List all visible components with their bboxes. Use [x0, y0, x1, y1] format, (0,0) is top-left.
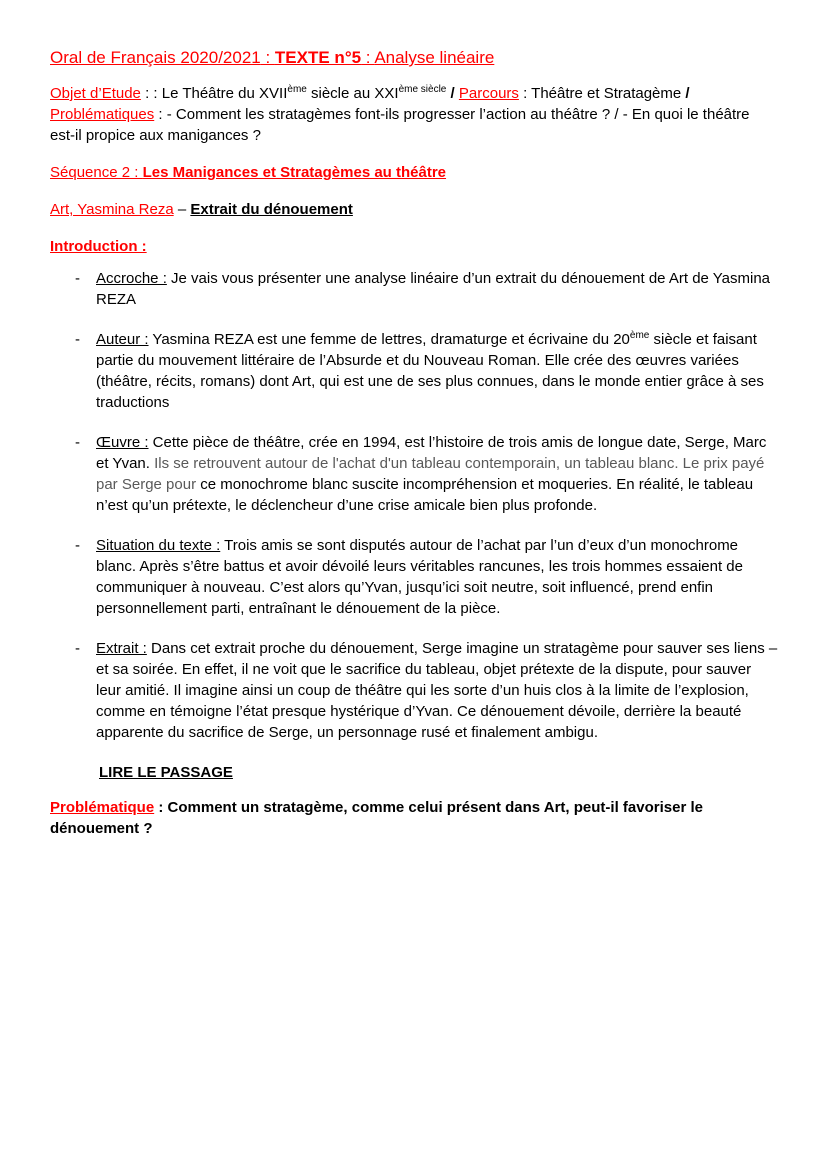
slash-separator-1: / [446, 85, 459, 102]
accroche-paragraph [96, 268, 778, 310]
bullet-dash: - [75, 640, 80, 657]
extrait-text: Dans cet extrait proche du dénouement, Serge imagine un stratagème pour sauver ses liens – et sa soirée. En effet, il ne voit que le sacrifice du tableau, objet prétexte de la dispute, pour sauver leur amitié. Il imagine ainsi un coup de théâtre qui les sorte d’un huis clos à la limite de l’explosion, comme en témoigne l’état presque hystérique d’Yvan. Ce dénouement dévoile, derrière la beauté apparente du sacrifice de Serge, un personnage rusé et finalement ambigu. [96, 640, 778, 741]
title-kind: Analyse linéaire [374, 48, 495, 67]
lire-le-passage-text: LIRE LE PASSAGE [99, 764, 233, 781]
auteur-paragraph [96, 329, 778, 413]
parcours-label: Parcours [458, 85, 519, 102]
lire-le-passage-note [99, 762, 778, 783]
list-item-oeuvre [75, 432, 778, 516]
work-dash: – [173, 201, 191, 218]
work-author: Art, Yasmina Reza [50, 201, 174, 218]
problematique-final-line [50, 797, 778, 839]
auteur-text-2: siècle et faisant partie du mouvement littéraire de l’Absurde et du Nouveau Roman. Elle crée des œuvres variées (théâtre, récits, romans) dont Art, qui est une de ses plus connues, dans le monde entier grâce à ses traductions [96, 331, 764, 411]
title-course: Oral de Français 2020/2021 [50, 48, 261, 67]
introduction-heading [50, 236, 778, 257]
superscript-eme-2: ème siècle [398, 84, 447, 95]
auteur-text-1: Yasmina REZA est une femme de lettres, dramaturge et écrivaine du 20 [148, 331, 630, 348]
list-item-extrait [75, 638, 778, 743]
sequence-line [50, 162, 778, 183]
parcours-text: : Théâtre et Stratagème [518, 85, 686, 102]
work-extract-title: Extrait du dénouement [190, 201, 353, 218]
introduction-list [50, 268, 778, 743]
oeuvre-paragraph [96, 432, 778, 516]
work-line [50, 199, 778, 220]
problematiques-line [50, 104, 778, 146]
superscript-eme-1: ème [287, 84, 307, 95]
list-item-auteur [75, 329, 778, 413]
sequence-title: Les Manigances et Stratagèmes au théâtre [142, 164, 447, 181]
problematiques-text: : - Comment les stratagèmes font-ils progresser l’action au théâtre ? / - En quoi le théâtre est-il propice aux manigances ? [50, 106, 750, 144]
objet-etude-label: Objet d’Etude [50, 85, 141, 102]
oeuvre-text-2: ce monochrome blanc suscite incompréhension et moqueries. En réalité, le tableau n’est qu’un prétexte, le déclencheur d’une crise amicale bien plus profonde. [96, 476, 754, 514]
bullet-dash: - [75, 270, 80, 287]
title-texte-number: TEXTE n°5 [274, 48, 362, 67]
situation-paragraph [96, 535, 778, 619]
bullet-dash: - [75, 331, 80, 348]
situation-label: Situation du texte : [96, 537, 221, 554]
accroche-text: Je vais vous présenter une analyse linéaire d’un extrait du dénouement de Art de Yasmina REZA [96, 270, 771, 308]
bullet-dash: - [75, 537, 80, 554]
extrait-label: Extrait : [96, 640, 147, 657]
title-separator-2: : [361, 48, 375, 67]
oeuvre-text-muted: Ils se retrouvent autour de l'achat d'un tableau contemporain, un tableau blanc. Le prix payé par Serge pour [96, 455, 765, 493]
oeuvre-text-1: Cette pièce de théâtre, crée en 1994, est l’histoire de trois amis de longue date, Serge, Marc et Yvan. [96, 434, 767, 472]
objet-etude-text-2: siècle au XXI [306, 85, 399, 102]
slash-separator-2: / [685, 85, 690, 102]
list-item-accroche [75, 268, 778, 310]
list-item-situation [75, 535, 778, 619]
objet-etude-text-1: : : Le Théâtre du XVII [140, 85, 288, 102]
superscript-eme-3: ème [629, 330, 650, 341]
objet-etude-line [50, 83, 778, 104]
introduction-heading-text: Introduction : [50, 238, 147, 255]
doc-title [50, 46, 778, 69]
accroche-label: Accroche : [96, 270, 167, 287]
auteur-label: Auteur : [96, 331, 149, 348]
problematiques-label: Problématiques [50, 106, 155, 123]
situation-text: Trois amis se sont disputés autour de l’achat par l’un d’eux d’un monochrome blanc. Après s’être battus et avoir dévoilé leurs véritables rancunes, les trois hommes essaient de communiquer à nouveau. C’est alors qu’Yvan, jusqu’ici soit neutre, soit influencé, prend enfin personnellement parti, entraînant le dénouement de la pièce. [96, 537, 743, 617]
oeuvre-label: Œuvre : [96, 434, 149, 451]
problematique-final-separator: : [154, 799, 168, 816]
extrait-paragraph [96, 638, 778, 743]
title-separator-1: : [260, 48, 275, 67]
bullet-dash: - [75, 434, 80, 451]
problematique-final-text: Comment un stratagème, comme celui présent dans Art, peut-il favoriser le dénouement ? [50, 799, 703, 837]
sequence-label: Séquence 2 : [50, 164, 143, 181]
problematique-final-label: Problématique [50, 799, 155, 816]
